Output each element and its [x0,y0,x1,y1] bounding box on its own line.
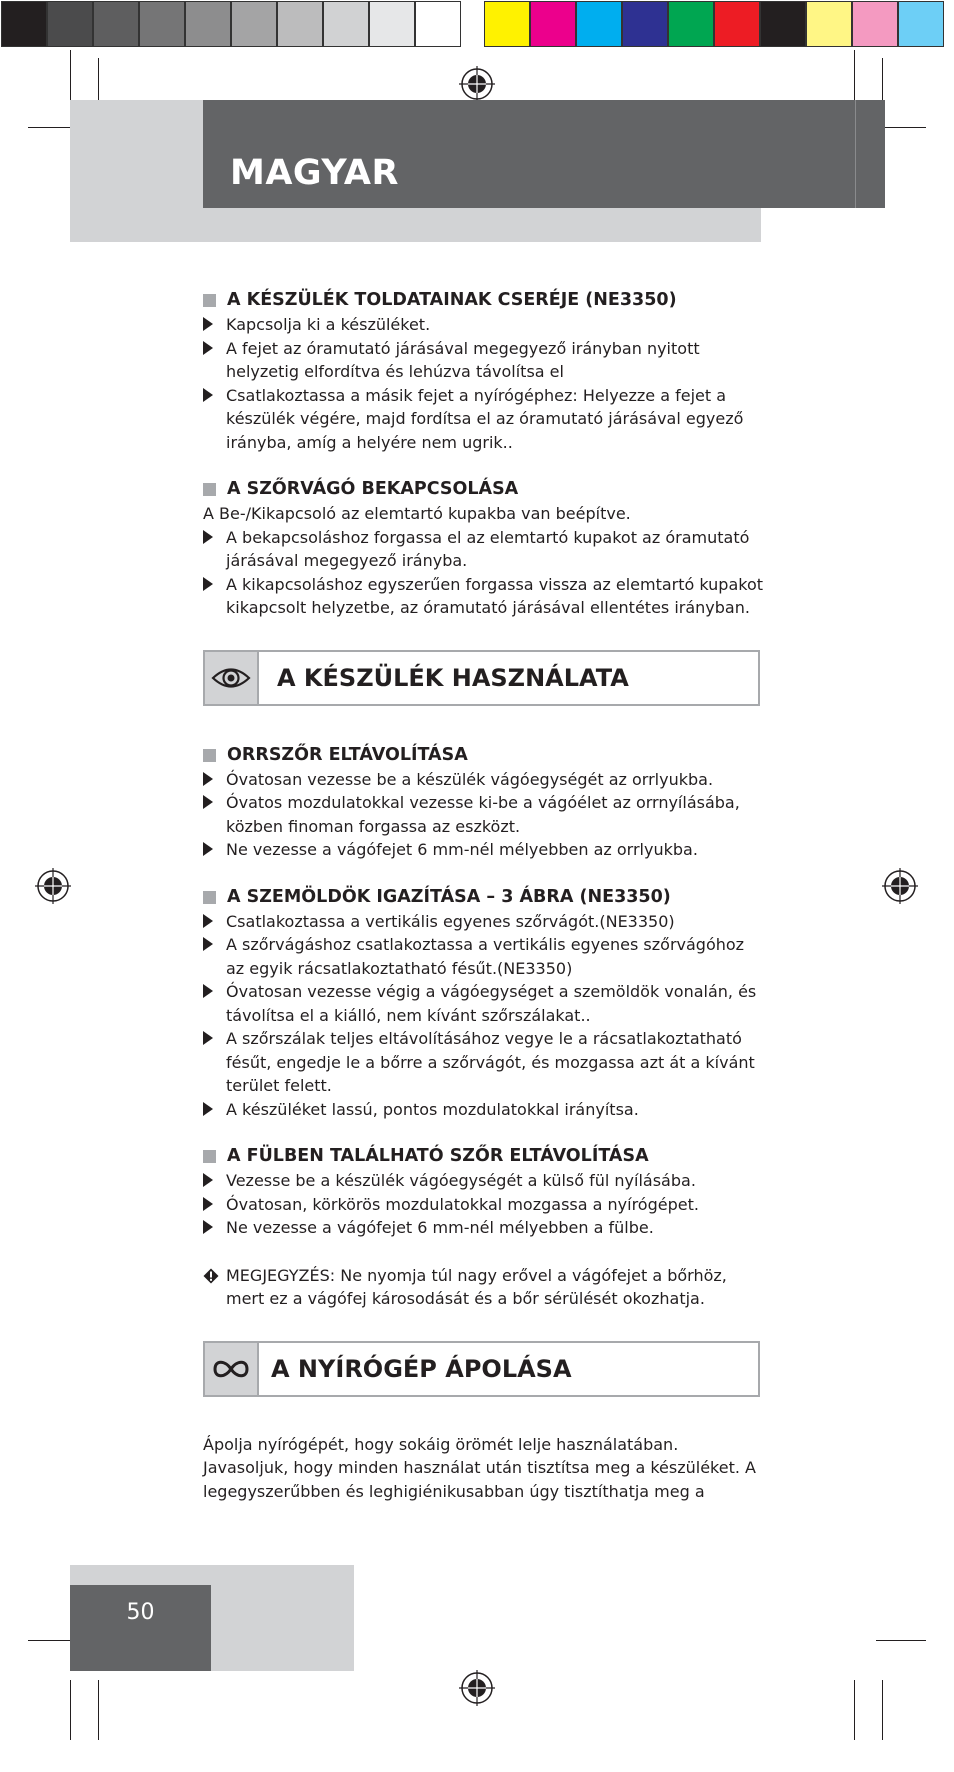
square-bullet-icon [203,891,216,904]
list-item: A bekapcsoláshoz forgassa el az elemtartó kupakot az óramutató járásával megegyező irányba. [203,526,763,573]
calibration-swatch-color [714,1,760,47]
calibration-swatch-gray [369,1,415,47]
calibration-swatch-gray [323,1,369,47]
list-item: A készüléket lassú, pontos mozdulatokkal irányítsa. [203,1098,763,1122]
infinity-icon [211,1358,251,1380]
calibration-swatch-gray [277,1,323,47]
arrow-bullet-icon [203,984,213,998]
warning-diamond-icon [203,1268,219,1284]
arrow-bullet-icon [203,795,213,809]
list-item: Kapcsolja ki a készüléket. [203,313,763,337]
list-item: A kikapcsoláshoz egyszerűen forgassa vissza az elemtartó kupakot kikapcsolt helyzetbe, az óramutató járásával ellentétes irányban. [203,573,763,620]
header-edge-tab [855,100,885,208]
arrow-bullet-icon [203,577,213,591]
list-item: Ne vezesse a vágófejet 6 mm-nél mélyebben az orrlyukba. [203,838,763,862]
calibration-swatch-gray [47,1,93,47]
calibration-swatch-color [668,1,714,47]
calibration-swatch-color [530,1,576,47]
calibration-swatch-gray [139,1,185,47]
arrow-bullet-icon [203,317,213,331]
attachments-list [203,313,763,454]
calibration-swatch-gray [93,1,139,47]
care-title: A NYÍRÓGÉP ÁPOLÁSA [271,1354,572,1383]
arrow-bullet-icon [203,1102,213,1116]
list-item: Csatlakoztassa a vertikális egyenes szőrvágót.(NE3350) [203,910,763,934]
section-heading-eyebrow: A SZEMÖLDÖK IGAZÍTÁSA – 3 ÁBRA (NE3350) [203,884,763,910]
square-bullet-icon [203,483,216,496]
main-content [203,287,763,1503]
arrow-bullet-icon [203,530,213,544]
calibration-swatch-gray [1,1,47,47]
language-title: MAGYAR [230,153,399,193]
calibration-swatch-gray [415,1,461,47]
warning-note: MEGJEGYZÉS: Ne nyomja túl nagy erővel a vágófejet a bőrhöz, mert ez a vágófej károsodását és a bőr sérülését okozhatja. [203,1264,763,1311]
calibration-swatch-gray [185,1,231,47]
list-item: Óvatosan, körkörös mozdulatokkal mozgassa a nyírógépet. [203,1193,763,1217]
list-item: Óvatos mozdulatokkal vezesse ki-be a vágóélet az orrnyílásába, közben finoman forgassa az eszközt. [203,791,763,838]
registration-mark-bottom [457,1668,497,1708]
eye-icon [211,665,251,691]
calibration-swatch-color [898,1,944,47]
calibration-swatch-color [622,1,668,47]
care-title-box [203,1341,760,1397]
section-heading-attachments: A KÉSZÜLÉK TOLDATAINAK CSERÉJE (NE3350) [203,287,763,313]
care-paragraph: Ápolja nyírógépét, hogy sokáig örömét lelje használatában. Javasoljuk, hogy minden használat után tisztítsa meg a készüléket. A legegyszerűbben és leghigiénikusabban úgy tisztíthatja meg a [203,1434,756,1501]
list-item: A fejet az óramutató járásával megegyező irányban nyitott helyzetig elfordítva és lehúzva távolítsa el [203,337,763,384]
registration-mark-right [880,866,920,906]
calibration-swatch-gray [231,1,277,47]
list-item: Óvatosan vezesse végig a vágóegységet a szemöldök vonalán, és távolítsa el a kiálló, nem kívánt szőrszálakat.. [203,980,763,1027]
section-heading-ear: A FÜLBEN TALÁLHATÓ SZŐR ELTÁVOLÍTÁSA [203,1143,763,1169]
list-item: A szőrvágáshoz csatlakoztassa a vertikális egyenes szőrvágóhoz az egyik rácsatlakoztatható fésűt.(NE3350) [203,933,763,980]
calibration-swatch-color [576,1,622,47]
usage-title: A KÉSZÜLÉK HASZNÁLATA [277,663,629,692]
list-item: Óvatosan vezesse be a készülék vágóegységét az orrlyukba. [203,768,763,792]
calibration-swatch-color [484,1,530,47]
ear-list [203,1169,763,1240]
list-item: A szőrszálak teljes eltávolításához vegye le a rácsatlakoztatható fésűt, engedje le a bőrre a szőrvágót, és mozgassa azt át a kívánt terület felett. [203,1027,763,1098]
calibration-swatch-color [806,1,852,47]
section-heading-switch-on: A SZŐRVÁGÓ BEKAPCSOLÁSA [203,476,763,502]
list-item: Csatlakoztassa a másik fejet a nyírógéphez: Helyezze a fejet a készülék végére, majd fordítsa el az óramutató járásával egyező irányba, amíg a helyére nem ugrik.. [203,384,763,455]
registration-mark-left [33,866,73,906]
calibration-swatch-color [852,1,898,47]
square-bullet-icon [203,749,216,762]
list-item: Ne vezesse a vágófejet 6 mm-nél mélyebben a fülbe. [203,1216,763,1240]
arrow-bullet-icon [203,1197,213,1211]
calibration-swatch-color [760,1,806,47]
registration-mark-top [457,64,497,104]
arrow-bullet-icon [203,914,213,928]
eyebrow-list [203,910,763,1122]
page-number: 50 [126,1600,155,1625]
usage-title-box [203,650,760,706]
footer-page-tab [70,1585,211,1671]
arrow-bullet-icon [203,341,213,355]
nose-list [203,768,763,862]
arrow-bullet-icon [203,772,213,786]
list-item: Vezesse be a készülék vágóegységét a külső fül nyílásába. [203,1169,763,1193]
arrow-bullet-icon [203,1220,213,1234]
square-bullet-icon [203,1150,216,1163]
arrow-bullet-icon [203,388,213,402]
color-calibration-bar [0,0,954,50]
section-heading-nose: ORRSZŐR ELTÁVOLÍTÁSA [203,742,763,768]
arrow-bullet-icon [203,1031,213,1045]
arrow-bullet-icon [203,842,213,856]
arrow-bullet-icon [203,1173,213,1187]
arrow-bullet-icon [203,937,213,951]
switch-on-list [203,526,763,620]
switch-on-intro: A Be-/Kikapcsoló az elemtartó kupakba van beépítve. [203,504,631,523]
square-bullet-icon [203,294,216,307]
